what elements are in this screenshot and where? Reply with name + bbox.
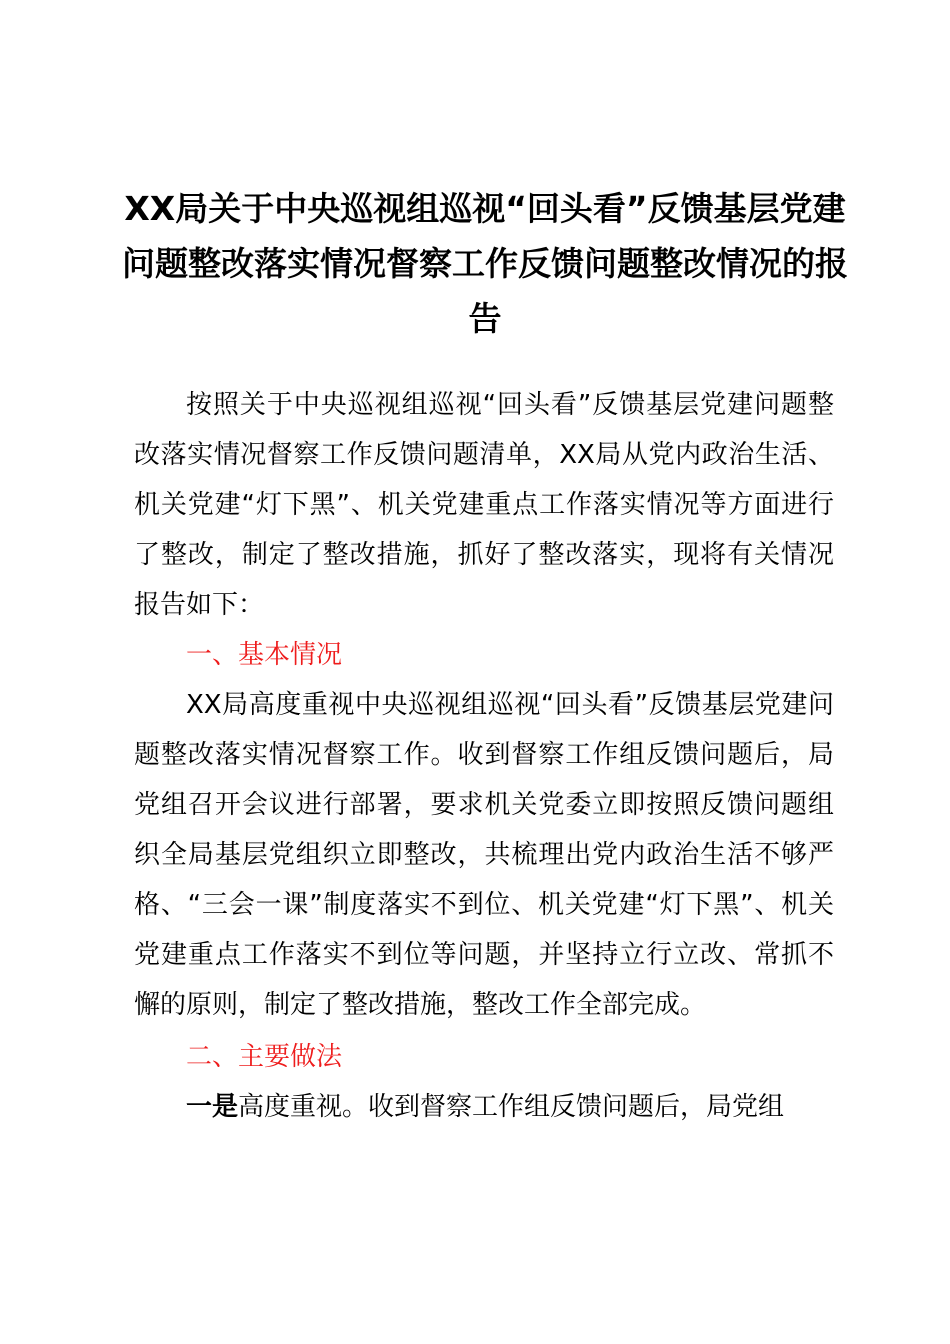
document-title: XX局关于中央巡视组巡视“回头看”反馈基层党建问题整改落实情况督察工作反馈问题整改情况的报告 xyxy=(122,189,848,338)
section-heading-basic-situation: 一、基本情况 xyxy=(186,640,343,670)
intro-paragraph: 按照关于中央巡视组巡视“回头看”反馈基层党建问题整改落实情况督察工作反馈问题清单，XX局从党内政治生活、机关党建“灯下黑”、机关党建重点工作落实情况等方面进行了整改，制定了整改措施，抓好了整改落实，现将有关情况报告如下： xyxy=(134,390,834,620)
point-text: 高度重视。收到督察工作组反馈问题后，局党组 xyxy=(238,1092,785,1122)
main-practice-point-1 xyxy=(134,1082,834,1132)
point-lead-label: 一是 xyxy=(186,1092,239,1122)
section-heading-main-practices: 二、主要做法 xyxy=(186,1042,343,1072)
document-body xyxy=(134,380,834,1132)
basic-situation-paragraph: XX局高度重视中央巡视组巡视“回头看”反馈基层党建问题整改落实情况督察工作。收到督察工作组反馈问题后，局党组召开会议进行部署，要求机关党委立即按照反馈问题组织全局基层党组织立即整改，共梳理出党内政治生活不够严格、“三会一课”制度落实不到位、机关党建“灯下黑”、机关党建重点工作落实不到位等问题，并坚持立行立改、常抓不懈的原则，制定了整改措施，整改工作全部完成。 xyxy=(134,690,834,1020)
